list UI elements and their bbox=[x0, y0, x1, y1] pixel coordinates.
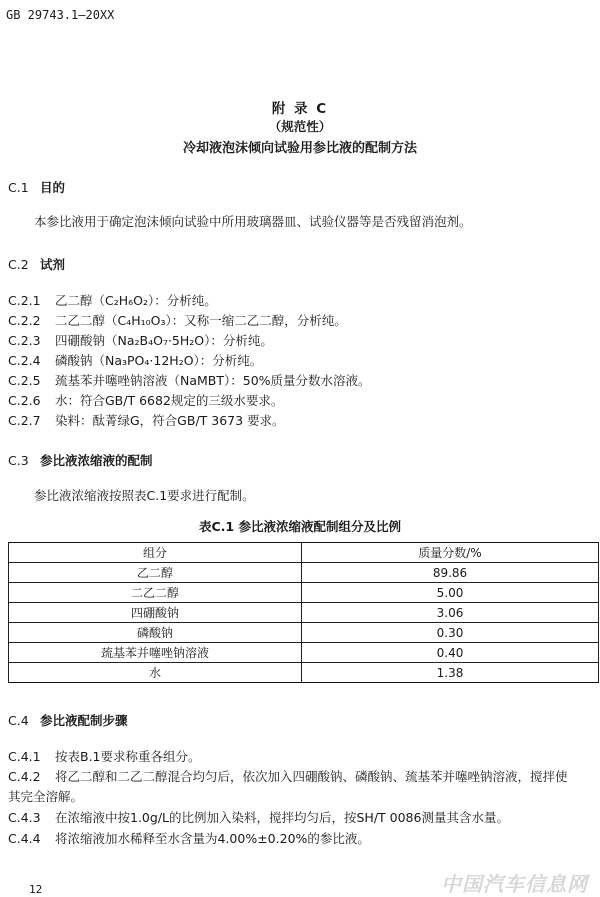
list-item bbox=[8, 391, 283, 409]
item-text: 在浓缩液中按1.0g/L的比例加入染料，搅拌均匀后，按SH/T 0086测量其含水量。 bbox=[55, 810, 509, 825]
item-number: C.2.3 bbox=[8, 333, 41, 348]
component-cell: 二乙二醇 bbox=[9, 583, 302, 603]
item-text: 磷酸钠（Na₃PO₄·12H₂O）：分析纯。 bbox=[55, 353, 263, 368]
list-item bbox=[8, 767, 568, 785]
item-number: C.4.3 bbox=[8, 810, 41, 825]
item-text: 水：符合GB/T 6682规定的三级水要求。 bbox=[55, 393, 284, 408]
component-cell: 巯基苯并噻唑钠溶液 bbox=[9, 643, 302, 663]
component-cell: 磷酸钠 bbox=[9, 623, 302, 643]
table-row bbox=[9, 603, 599, 623]
list-item bbox=[8, 311, 347, 329]
table-row bbox=[9, 643, 599, 663]
item-text: 将乙二醇和二乙二醇混合均匀后，依次加入四硼酸钠、磷酸钠、巯基苯并噻唑钠溶液，搅拌使 bbox=[55, 769, 568, 784]
list-item bbox=[8, 291, 217, 309]
appendix-type: （规范性） bbox=[268, 119, 332, 134]
item-text: 按表B.1要求称重各组分。 bbox=[55, 749, 201, 764]
value-cell: 0.30 bbox=[302, 623, 599, 643]
section-c1-paragraph: 本参比液用于确定泡沫倾向试验中所用玻璃器皿、试验仪器等是否残留消泡剂。 bbox=[34, 214, 472, 229]
standard-number: GB 29743.1—20XX bbox=[6, 8, 115, 22]
section-number: C.3 bbox=[8, 453, 29, 468]
table-row bbox=[9, 663, 599, 683]
column-header: 组分 bbox=[9, 543, 302, 563]
table-row bbox=[9, 583, 599, 603]
table-caption: 表C.1 参比液浓缩液配制组分及比例 bbox=[199, 519, 401, 534]
table-row bbox=[9, 563, 599, 583]
appendix-title: 冷却液泡沫倾向试验用参比液的配制方法 bbox=[182, 141, 417, 156]
section-title: 参比液浓缩液的配制 bbox=[40, 453, 153, 468]
item-text: 将浓缩液加水稀释至水含量为4.00%±0.20%的参比液。 bbox=[55, 831, 370, 846]
section-c4-heading bbox=[8, 711, 128, 729]
list-item-continuation bbox=[8, 787, 83, 805]
item-number: C.2.2 bbox=[8, 313, 41, 328]
component-cell: 水 bbox=[9, 663, 302, 683]
value-cell: 5.00 bbox=[302, 583, 599, 603]
item-number: C.4.2 bbox=[8, 769, 41, 784]
value-cell: 1.38 bbox=[302, 663, 599, 683]
section-title: 参比液配制步骤 bbox=[40, 713, 128, 728]
item-text: 四硼酸钠（Na₂B₄O₇·5H₂O）：分析纯。 bbox=[55, 333, 273, 348]
section-c3-heading bbox=[8, 451, 153, 469]
section-c3-paragraph: 参比液浓缩液按照表C.1要求进行配制。 bbox=[34, 488, 255, 503]
component-cell: 四硼酸钠 bbox=[9, 603, 302, 623]
component-cell: 乙二醇 bbox=[9, 563, 302, 583]
list-item bbox=[8, 371, 371, 389]
table-row bbox=[9, 623, 599, 643]
item-number: C.2.4 bbox=[8, 353, 41, 368]
item-number: C.2.6 bbox=[8, 393, 41, 408]
value-cell: 0.40 bbox=[302, 643, 599, 663]
value-cell: 3.06 bbox=[302, 603, 599, 623]
item-number: C.4.4 bbox=[8, 831, 41, 846]
list-item bbox=[8, 331, 273, 349]
section-c1-heading bbox=[8, 178, 65, 196]
item-text: 二乙二醇（C₄H₁₀O₃）：又称一缩二乙二醇，分析纯。 bbox=[55, 313, 347, 328]
item-text: 染料：酞菁绿G，符合GB/T 3673 要求。 bbox=[55, 413, 285, 428]
item-text: 乙二醇（C₂H₆O₂）：分析纯。 bbox=[55, 293, 217, 308]
item-number: C.2.7 bbox=[8, 413, 41, 428]
section-title: 目的 bbox=[40, 180, 66, 195]
value-cell: 89.86 bbox=[302, 563, 599, 583]
list-item bbox=[8, 829, 370, 847]
section-title: 试剂 bbox=[40, 257, 66, 272]
column-header: 质量分数/% bbox=[302, 543, 599, 563]
item-text: 巯基苯并噻唑钠溶液（NaMBT）：50%质量分数水溶液。 bbox=[55, 373, 371, 388]
item-number: C.2.5 bbox=[8, 373, 41, 388]
list-item bbox=[8, 808, 509, 826]
section-number: C.4 bbox=[8, 713, 29, 728]
table-header-row bbox=[9, 543, 599, 563]
section-c2-heading bbox=[8, 255, 65, 273]
appendix-label: 附 录 C bbox=[271, 101, 329, 117]
section-number: C.1 bbox=[8, 180, 29, 195]
list-item bbox=[8, 411, 285, 429]
list-item bbox=[8, 747, 201, 765]
page-number: 12 bbox=[29, 883, 43, 896]
item-text: 其完全溶解。 bbox=[8, 789, 84, 804]
composition-table bbox=[8, 542, 599, 683]
section-number: C.2 bbox=[8, 257, 29, 272]
item-number: C.4.1 bbox=[8, 749, 41, 764]
watermark-logo: 中国汽车信息网 bbox=[441, 872, 588, 896]
list-item bbox=[8, 351, 262, 369]
item-number: C.2.1 bbox=[8, 293, 41, 308]
